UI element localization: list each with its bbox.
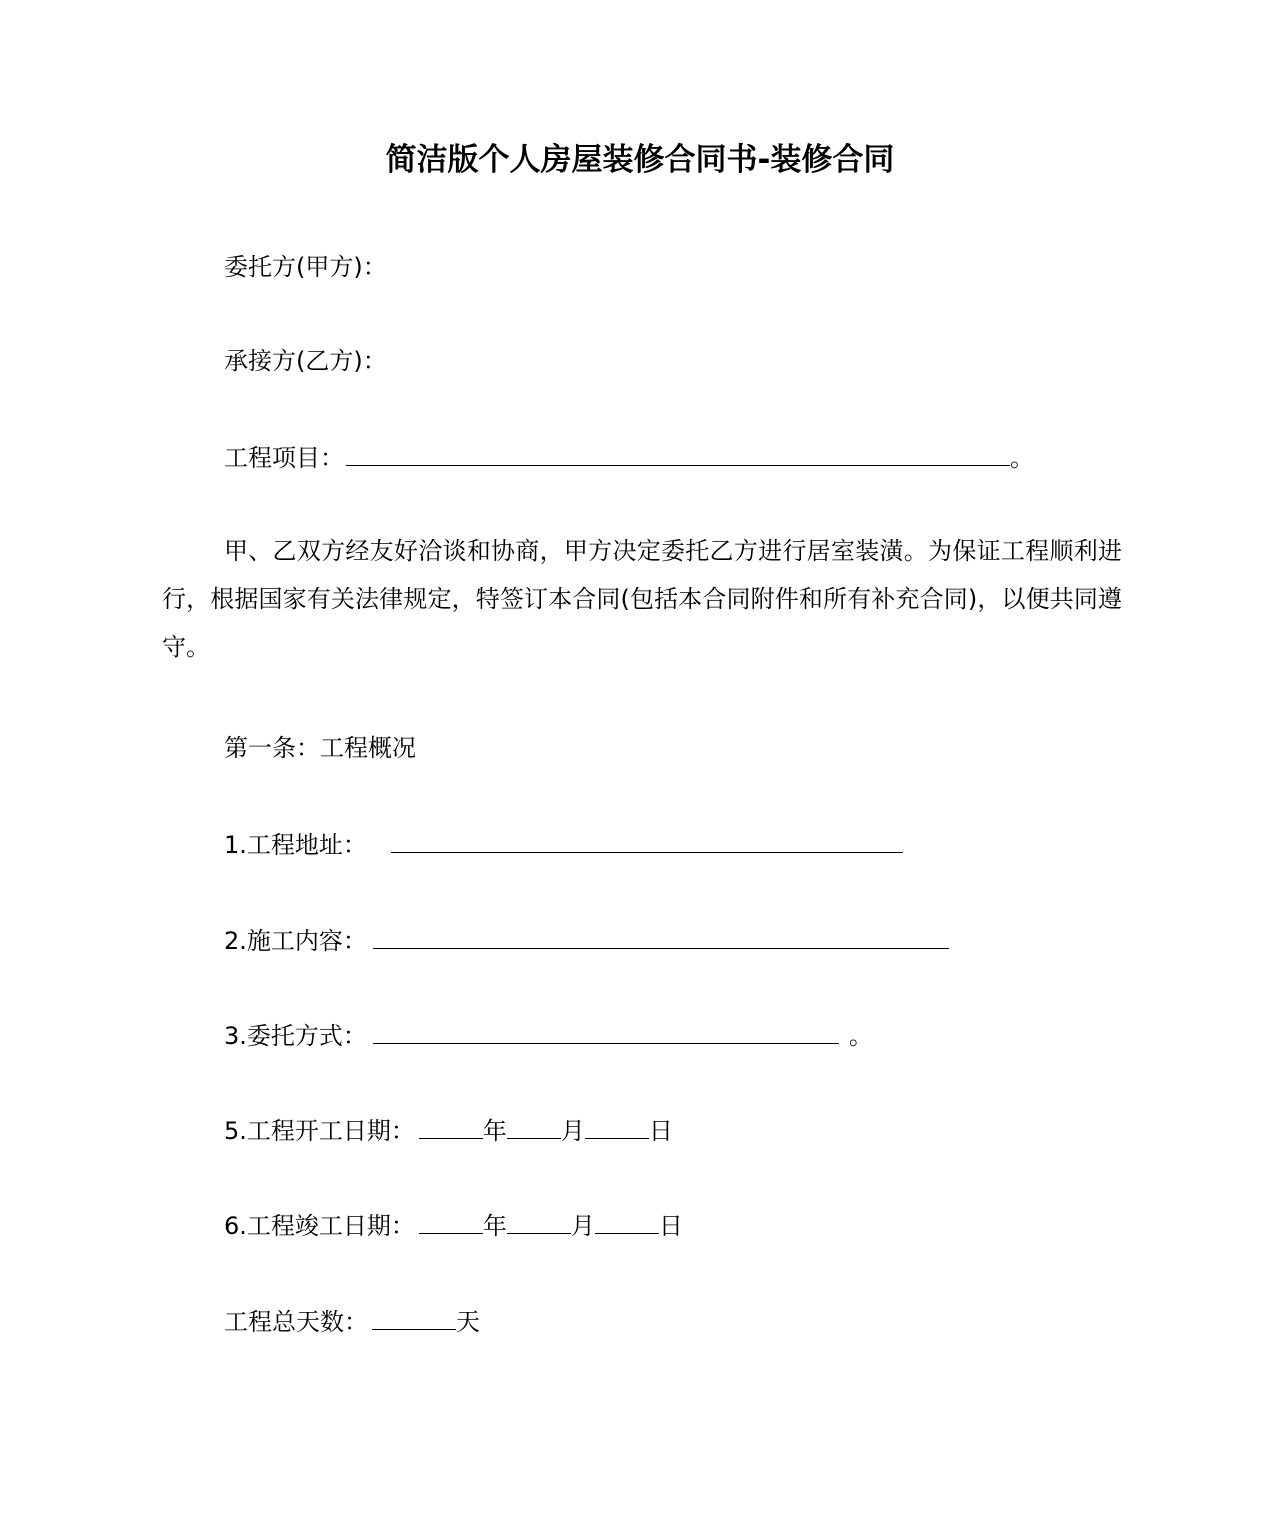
client-party-label: 委托方(甲方)： — [224, 253, 387, 281]
article1-heading-text: 第一条：工程概况 — [224, 734, 416, 762]
total-days-line — [224, 1303, 480, 1339]
start-year-unit: 年 — [482, 1117, 507, 1145]
address-label: 1.工程地址： — [224, 831, 367, 859]
intro-paragraph: 甲、乙双方经友好洽谈和协商，甲方决定委托乙方进行居室装潢。为保证工程顺利进行，根据国家有关法律规定，特签订本合同(包括本合同附件和所有补充合同)，以便共同遵守。 — [162, 537, 1122, 661]
article1-heading — [224, 731, 416, 765]
method-end-mark: 。 — [848, 1022, 873, 1050]
method-label: 3.委托方式： — [224, 1022, 367, 1050]
document-title: 简洁版个人房屋装修合同书-装修合同 — [385, 142, 895, 178]
project-label: 工程项目： — [224, 444, 344, 472]
total-days-unit: 天 — [456, 1308, 480, 1336]
start-month-blank[interactable] — [507, 1112, 561, 1139]
content-blank[interactable] — [373, 922, 949, 949]
project-line — [224, 439, 1034, 475]
project-blank[interactable] — [346, 439, 1010, 466]
content-line — [224, 922, 949, 958]
project-end-mark: 。 — [1010, 444, 1034, 472]
end-day-unit: 日 — [658, 1212, 683, 1240]
address-blank[interactable] — [391, 826, 903, 853]
address-line — [224, 826, 903, 862]
total-days-label: 工程总天数： — [224, 1308, 368, 1336]
content-label: 2.施工内容： — [224, 927, 367, 955]
total-days-blank[interactable] — [372, 1303, 456, 1330]
end-year-blank[interactable] — [419, 1207, 483, 1234]
start-month-unit: 月 — [560, 1117, 585, 1145]
client-party-line — [224, 250, 387, 284]
start-date-label: 5.工程开工日期： — [224, 1117, 415, 1145]
end-day-blank[interactable] — [595, 1207, 659, 1234]
end-month-blank[interactable] — [507, 1207, 571, 1234]
end-date-label: 6.工程竣工日期： — [224, 1212, 415, 1240]
contractor-party-label: 承接方(乙方)： — [224, 347, 387, 375]
contractor-party-line — [224, 344, 387, 378]
start-day-unit: 日 — [648, 1117, 673, 1145]
method-line — [224, 1017, 873, 1053]
start-year-blank[interactable] — [419, 1112, 483, 1139]
start-day-blank[interactable] — [585, 1112, 649, 1139]
end-month-unit: 月 — [570, 1212, 595, 1240]
end-year-unit: 年 — [482, 1212, 507, 1240]
start-date-line — [224, 1112, 673, 1148]
end-date-line — [224, 1207, 683, 1243]
method-blank[interactable] — [373, 1017, 839, 1044]
